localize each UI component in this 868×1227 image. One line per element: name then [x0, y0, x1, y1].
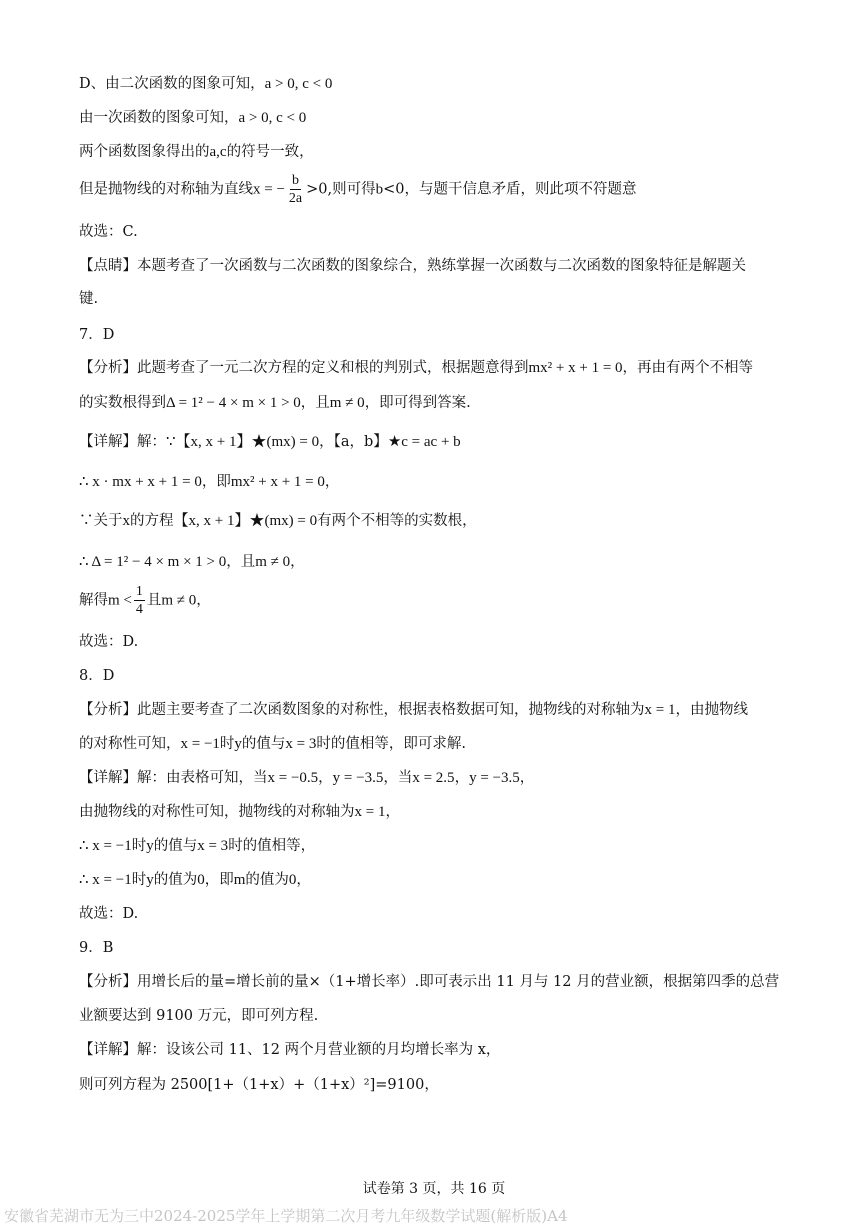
math: x = 1: [644, 702, 676, 718]
text: 但是抛物线的对称轴为直线: [79, 181, 253, 198]
math: ∴ Δ = 1² − 4 × m × 1 > 0: [79, 554, 227, 570]
text: ，: [454, 770, 470, 786]
text-line: [79, 870, 311, 890]
text-line: [79, 768, 534, 788]
text: ，: [324, 474, 340, 490]
math: m ≠ 0: [329, 395, 365, 411]
text: 【详解】解：由表格可知，当: [79, 770, 268, 786]
math: 0: [197, 872, 205, 888]
text-line: [79, 972, 779, 992]
text-line: [79, 700, 748, 720]
question-heading: [79, 666, 114, 686]
text: ，即可得到答案.: [364, 395, 471, 411]
math: ∴ x = −1: [79, 838, 132, 854]
text: ，当: [383, 770, 413, 786]
text-line: [79, 632, 138, 652]
text: ，: [318, 770, 333, 786]
math: ∵【x, x + 1】★(mx) = 0: [166, 434, 320, 450]
text: 的实数根得到: [79, 395, 166, 411]
math: m ≠ 0: [255, 554, 291, 570]
text: <0，与题干信息矛盾，则此项不符题意: [383, 181, 637, 198]
text: 时: [131, 872, 147, 888]
fraction-denominator: 2a: [288, 191, 303, 206]
text: 时的值相等，: [228, 838, 316, 854]
text-line: [79, 552, 305, 572]
text-line: [79, 904, 138, 924]
text-line: [79, 583, 211, 618]
text: ∵关于: [79, 513, 123, 529]
text: ，: [290, 554, 305, 570]
math: a > 0, c < 0: [238, 110, 307, 126]
math: m ≠ 0: [161, 592, 197, 609]
math: x = 1: [354, 804, 386, 820]
math: y: [234, 736, 242, 752]
text: 故选：D.: [79, 906, 139, 922]
math: b: [375, 181, 384, 198]
text: ，: [296, 872, 311, 888]
text-line: [79, 1006, 318, 1026]
text-line: [79, 172, 637, 207]
math: x: [122, 513, 130, 529]
text: ，且: [300, 395, 330, 411]
text: 【分析】此题考查了一元二次方程的定义和根的判别式，根据题意得到: [79, 360, 529, 376]
question-heading: [79, 325, 114, 345]
text-line: [79, 472, 339, 492]
math: x = −1: [180, 736, 220, 752]
text-line: [79, 1040, 500, 1060]
text: 故选：C.: [79, 224, 138, 240]
math: y: [146, 872, 154, 888]
text-line: [79, 358, 753, 378]
text: 的值为: [245, 872, 289, 888]
text: ，【a，b】: [319, 434, 388, 450]
text: ，即: [201, 474, 231, 490]
text: ，: [196, 592, 211, 609]
text: 时: [131, 838, 147, 854]
text: ，: [385, 804, 400, 820]
text: 键.: [79, 291, 99, 307]
math: x = 2.5: [412, 770, 455, 786]
math: y = −3.5: [332, 770, 384, 786]
fraction: [134, 583, 145, 618]
text: >0,则可得: [306, 181, 376, 198]
text: 的值与: [153, 838, 198, 854]
text: 两个函数图象得出的: [79, 144, 210, 160]
text-line: [79, 256, 746, 276]
math: ★c = ac + b: [387, 434, 461, 450]
math: a,c: [209, 144, 227, 160]
text: 业额要达到 9100 万元，即可列方程.: [79, 1008, 319, 1024]
text: 的方程: [130, 513, 174, 529]
text: ，即: [204, 872, 234, 888]
text-line: [79, 734, 466, 754]
page-footer: 试卷第 3 页，共 16 页: [362, 1181, 506, 1197]
math: y: [146, 838, 154, 854]
fraction-denominator: 4: [135, 602, 143, 617]
math: x = −: [253, 181, 285, 198]
text: ，再由有两个不相等: [622, 360, 754, 376]
text: 【分析】此题主要考查了二次函数图象的对称性，根据表格数据可知，抛物线的对称轴为: [79, 702, 645, 718]
fraction-numerator: b: [292, 173, 300, 188]
text-line: [79, 142, 314, 162]
text-line: [79, 108, 306, 128]
text-line: [79, 393, 471, 413]
text: 的对称性可知，: [79, 736, 181, 752]
text: 时的值相等，即可求解.: [316, 736, 466, 752]
math: mx² + x + 1 = 0: [528, 360, 623, 376]
text-line: [79, 432, 461, 452]
text: ，: [519, 770, 535, 786]
text: 且: [146, 592, 162, 609]
text-line: [79, 74, 332, 94]
math: 【x, x + 1】★(mx) = 0: [173, 513, 318, 529]
text: 的值为: [153, 872, 198, 888]
text-line: [79, 289, 98, 309]
text: 8．D: [79, 668, 115, 684]
math: 0: [288, 872, 297, 888]
text: 则可列方程为 2500[1+（1+x）+（1+x）²]=9100，: [79, 1077, 439, 1093]
fraction-numerator: 1: [135, 584, 143, 599]
math: ∴ x = −1: [79, 872, 132, 888]
text: 有两个不相等的实数根，: [317, 513, 477, 529]
text-line: [79, 836, 315, 856]
watermark-text: 安徽省芜湖市无为三中2024-2025学年上学期第二次月考九年级数学试题(解析版)A4: [4, 1207, 568, 1225]
math: ∴ x · mx + x + 1 = 0: [79, 474, 202, 490]
text: 的值与: [241, 736, 286, 752]
text: 【点睛】本题考查了一次函数与二次函数的图象综合，熟练掌握一次函数与二次函数的图象特征是解题关: [79, 258, 746, 274]
math: x = 3: [197, 838, 229, 854]
text: ，由抛物线: [675, 702, 748, 718]
text-line: [79, 511, 477, 531]
text: 【详解】解：: [79, 434, 166, 450]
text: 9．B: [79, 940, 114, 956]
text: 【分析】用增长后的量=增长前的量×（1+增长率）.即可表示出 11 月与 12 月的营业额，根据第四季的总营: [79, 974, 780, 990]
text-line: [79, 222, 138, 242]
math: a > 0, c < 0: [264, 76, 333, 92]
text: 7．D: [79, 327, 115, 343]
text: D、由二次函数的图象可知，: [79, 76, 265, 92]
text: 解得: [79, 592, 108, 609]
text: 时: [219, 736, 235, 752]
text: 的符号一致，: [226, 144, 314, 160]
text: 【详解】解：设该公司 11、12 两个月营业额的月均增长率为 x，: [79, 1042, 501, 1058]
fraction: [287, 172, 304, 207]
text: 故选：D.: [79, 634, 139, 650]
text-line: [79, 1075, 439, 1095]
math: m <: [108, 592, 132, 609]
math: x = −0.5: [267, 770, 319, 786]
question-heading: [79, 938, 113, 958]
math: Δ = 1² − 4 × m × 1 > 0: [166, 395, 301, 411]
math: y = −3.5: [469, 770, 520, 786]
text: 由一次函数的图象可知，: [79, 110, 239, 126]
text-line: [79, 802, 400, 822]
math: m: [233, 872, 246, 888]
text: ，且: [226, 554, 256, 570]
text: 由抛物线的对称性可知，抛物线的对称轴为: [79, 804, 355, 820]
math: x = 3: [285, 736, 317, 752]
math: mx² + x + 1 = 0: [230, 474, 325, 490]
